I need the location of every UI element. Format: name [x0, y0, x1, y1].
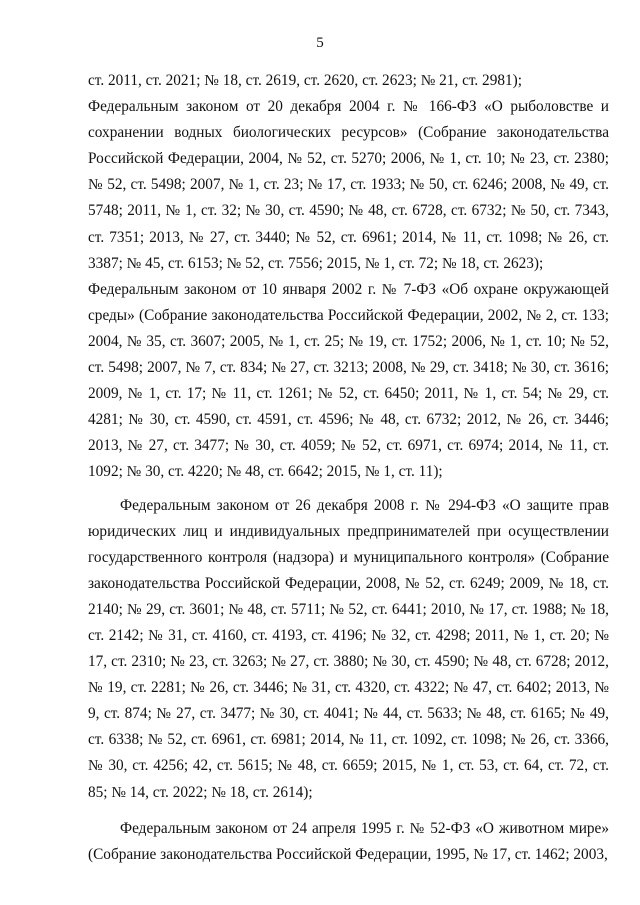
page-number: 5	[316, 35, 324, 51]
paragraph-wildlife-law: Федеральным законом от 24 апреля 1995 г. № 52-ФЗ «О животном мире» (Собрание законодательства Российской Федерации, 1995, № 17, ст. 1462; 2003,	[88, 819, 609, 863]
paragraph-legal-entities-law: Федеральным законом от 26 декабря 2008 г. № 294-ФЗ «О защите прав юридических лиц и индивидуальных предпринимателей при осуществлении государственного контроля (надзора) и муниципального контроля» (Собрание законодательства Российской Федерации, 2008, № 52, ст. 6249; 2009, № 18, ст. 2140; № 29, ст. 3601; № 48, ст. 5711; № 52, ст. 6441; 2010, № 17, ст. 1988; № 18, ст. 2142; № 31, ст. 4160, ст. 4193, ст. 4196; № 32, ст. 4298; 2011, № 1, ст. 20; № 17, ст. 2310; № 23, ст. 3263; № 27, ст. 3880; № 30, ст. 4590; № 48, ст. 6728; 2012, № 19, ст. 2281; № 26, ст. 3446; № 31, ст. 4320, ст. 4322; № 47, ст. 6402; 2013, № 9, ст. 874; № 27, ст. 3477; № 30, ст. 4041; № 44, ст. 5633; № 48, ст. 6165; № 49, ст. 6338; № 52, ст. 6961, ст. 6981; 2014, № 11, ст. 1092, ст. 1098; № 26, ст. 3366, № 30, ст. 4256; 42, ст. 5615; № 48, ст. 6659; 2015, № 1, ст. 53, ст. 64, ст. 72, ст. 85; № 14, ст. 2022; № 18, ст. 2614);	[88, 496, 609, 801]
paragraph-fishing-law: Федеральным законом от 20 декабря 2004 г. № 166-ФЗ «О рыболовстве и сохранении водных биологических ресурсов» (Собрание законодательства Российской Федерации, 2004, № 52, ст. 5270; 2006, № 1, ст. 10; № 23, ст. 2380; № 52, ст. 5498; 2007, № 1, ст. 23; № 17, ст. 1933; № 50, ст. 6246; 2008, № 49, ст. 5748; 2011, № 1, ст. 32; № 30, ст. 4590; № 48, ст. 6728, ст. 6732; № 50, ст. 7343, ст. 7351; 2013, № 27, ст. 3440; № 52, ст. 6961; 2014, № 11, ст. 1098; № 26, ст. 3387; № 45, ст. 6153; № 52, ст. 7556; 2015, № 1, ст. 72; № 18, ст. 2623);	[88, 98, 609, 272]
paragraph-continuation: ст. 2011, ст. 2021; № 18, ст. 2619, ст. 2620, ст. 2623; № 21, ст. 2981);	[88, 72, 522, 89]
paragraph-environment-law: Федеральным законом от 10 января 2002 г. № 7-ФЗ «Об охране окружающей среды» (Собрание законодательства Российской Федерации, 2002, № 2, ст. 133; 2004, № 35, ст. 3607; 2005, № 1, ст. 25; № 19, ст. 1752; 2006, № 1, ст. 10; № 52, ст. 5498; 2007, № 7, ст. 834; № 27, ст. 3213; 2008, № 29, ст. 3418; № 30, ст. 3616; 2009, № 1, ст. 17; № 11, ст. 1261; № 52, ст. 6450; 2011, № 1, ст. 54; № 29, ст. 4281; № 30, ст. 4590, ст. 4591, ст. 4596; № 48, ст. 6732; 2012, № 26, ст. 3446; 2013, № 27, ст. 3477; № 30, ст. 4059; № 52, ст. 6971, ст. 6974; 2014, № 11, ст. 1092; № 30, ст. 4220; № 48, ст. 6642; 2015, № 1, ст. 11);	[88, 280, 609, 481]
document-body	[88, 68, 609, 868]
